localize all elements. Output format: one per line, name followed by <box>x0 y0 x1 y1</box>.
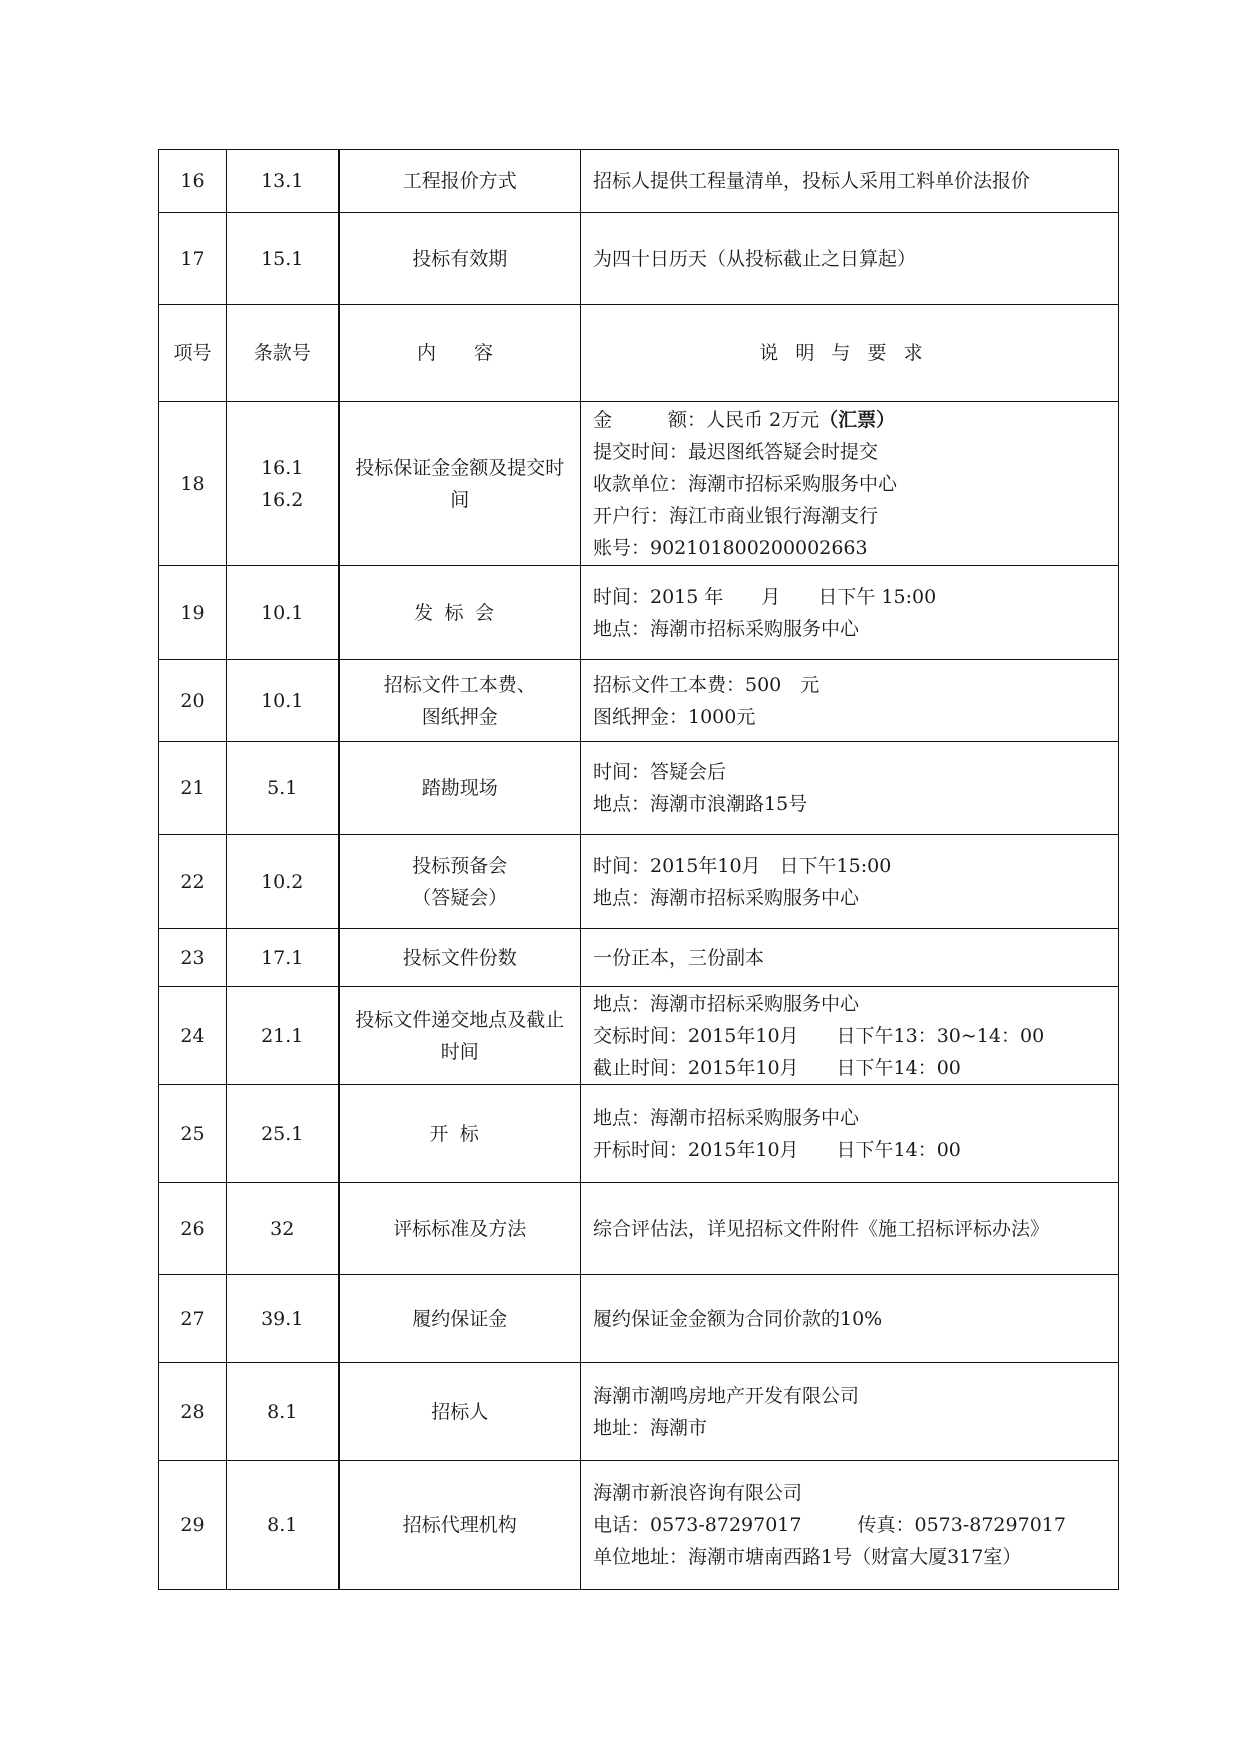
table-row <box>159 1461 1119 1590</box>
description-cell: 时间：答疑会后 地点：海潮市浪潮路15号 <box>581 742 1119 835</box>
table-row <box>159 150 1119 213</box>
description-cell: 为四十日历天（从投标截止之日算起） <box>581 213 1119 305</box>
content-cell: 踏勘现场 <box>339 742 581 835</box>
item-number: 23 <box>159 929 227 987</box>
table-row <box>159 1275 1119 1363</box>
item-number: 19 <box>159 566 227 660</box>
table-row <box>159 987 1119 1085</box>
content-cell: 投标文件递交地点及截止时间 <box>339 987 581 1085</box>
clause-number: 5.1 <box>227 742 339 835</box>
item-number: 16 <box>159 150 227 213</box>
content-cell: 招标人 <box>339 1363 581 1461</box>
clause-number: 10.1 <box>227 566 339 660</box>
content-cell: 发标会 <box>339 566 581 660</box>
item-number: 17 <box>159 213 227 305</box>
table-row <box>159 1363 1119 1461</box>
item-number: 26 <box>159 1183 227 1275</box>
clause-number: 25.1 <box>227 1085 339 1183</box>
clause-number: 21.1 <box>227 987 339 1085</box>
header-description: 说明与要求 <box>581 305 1119 402</box>
clause-number: 32 <box>227 1183 339 1275</box>
description-cell: 时间：2015 年 月 日下午 15:00 地点：海潮市招标采购服务中心 <box>581 566 1119 660</box>
header-item-number: 项号 <box>159 305 227 402</box>
clause-number: 10.1 <box>227 660 339 742</box>
description-cell: 海潮市新浪咨询有限公司 电话：0573-87297017 传真：0573-87297017 单位地址：海潮市塘南西路1号（财富大厦317室） <box>581 1461 1119 1590</box>
description-cell: 地点：海潮市招标采购服务中心 交标时间：2015年10月 日下午13：30~14：00 截止时间：2015年10月 日下午14：00 <box>581 987 1119 1085</box>
description-cell: 招标人提供工程量清单，投标人采用工料单价法报价 <box>581 150 1119 213</box>
content-cell: 投标文件份数 <box>339 929 581 987</box>
item-number: 27 <box>159 1275 227 1363</box>
content-cell: 评标标准及方法 <box>339 1183 581 1275</box>
draft-note: （汇票） <box>819 408 896 431</box>
table-row <box>159 660 1119 742</box>
clause-number: 16.1 16.2 <box>227 402 339 566</box>
content-cell: 投标有效期 <box>339 213 581 305</box>
content-cell: 投标预备会 （答疑会） <box>339 835 581 929</box>
content-cell: 招标代理机构 <box>339 1461 581 1590</box>
description-cell: 金 额：人民币 2万元（汇票） 提交时间：最迟图纸答疑会时提交 收款单位：海潮市招标采购服务中心 开户行：海江市商业银行海潮支行 账号：902101800200002663 <box>581 402 1119 566</box>
clause-number: 8.1 <box>227 1461 339 1590</box>
item-number: 24 <box>159 987 227 1085</box>
table-row <box>159 1085 1119 1183</box>
clause-number: 15.1 <box>227 213 339 305</box>
header-clause-number: 条款号 <box>227 305 339 402</box>
item-number: 29 <box>159 1461 227 1590</box>
item-number: 28 <box>159 1363 227 1461</box>
content-cell: 开标 <box>339 1085 581 1183</box>
description-cell: 地点：海潮市招标采购服务中心 开标时间：2015年10月 日下午14：00 <box>581 1085 1119 1183</box>
content-cell: 投标保证金金额及提交时间 <box>339 402 581 566</box>
table-row <box>159 213 1119 305</box>
description-cell: 履约保证金金额为合同价款的10% <box>581 1275 1119 1363</box>
header-content: 内 容 <box>339 305 581 402</box>
table-header-row <box>159 305 1119 402</box>
item-number: 18 <box>159 402 227 566</box>
description-cell: 一份正本，三份副本 <box>581 929 1119 987</box>
table-row <box>159 402 1119 566</box>
clause-number: 13.1 <box>227 150 339 213</box>
contact-line: 电话：0573-87297017 传真：0573-87297017 <box>593 1514 1066 1536</box>
description-cell: 海潮市潮鸣房地产开发有限公司 地址：海潮市 <box>581 1363 1119 1461</box>
clause-number: 8.1 <box>227 1363 339 1461</box>
guarantee-amount-line: 金 额：人民币 2万元（汇票） <box>593 408 896 431</box>
table-row <box>159 1183 1119 1275</box>
table-row <box>159 742 1119 835</box>
content-cell: 工程报价方式 <box>339 150 581 213</box>
clause-number: 10.2 <box>227 835 339 929</box>
table-row <box>159 566 1119 660</box>
content-cell: 招标文件工本费、 图纸押金 <box>339 660 581 742</box>
bid-specification-table <box>158 149 1119 1590</box>
table-row <box>159 929 1119 987</box>
item-number: 21 <box>159 742 227 835</box>
description-cell: 招标文件工本费：500 元 图纸押金：1000元 <box>581 660 1119 742</box>
table-row <box>159 835 1119 929</box>
content-cell: 履约保证金 <box>339 1275 581 1363</box>
description-cell: 时间：2015年10月 日下午15:00 地点：海潮市招标采购服务中心 <box>581 835 1119 929</box>
item-number: 22 <box>159 835 227 929</box>
clause-number: 39.1 <box>227 1275 339 1363</box>
description-cell: 综合评估法，详见招标文件附件《施工招标评标办法》 <box>581 1183 1119 1275</box>
clause-number: 17.1 <box>227 929 339 987</box>
item-number: 20 <box>159 660 227 742</box>
item-number: 25 <box>159 1085 227 1183</box>
